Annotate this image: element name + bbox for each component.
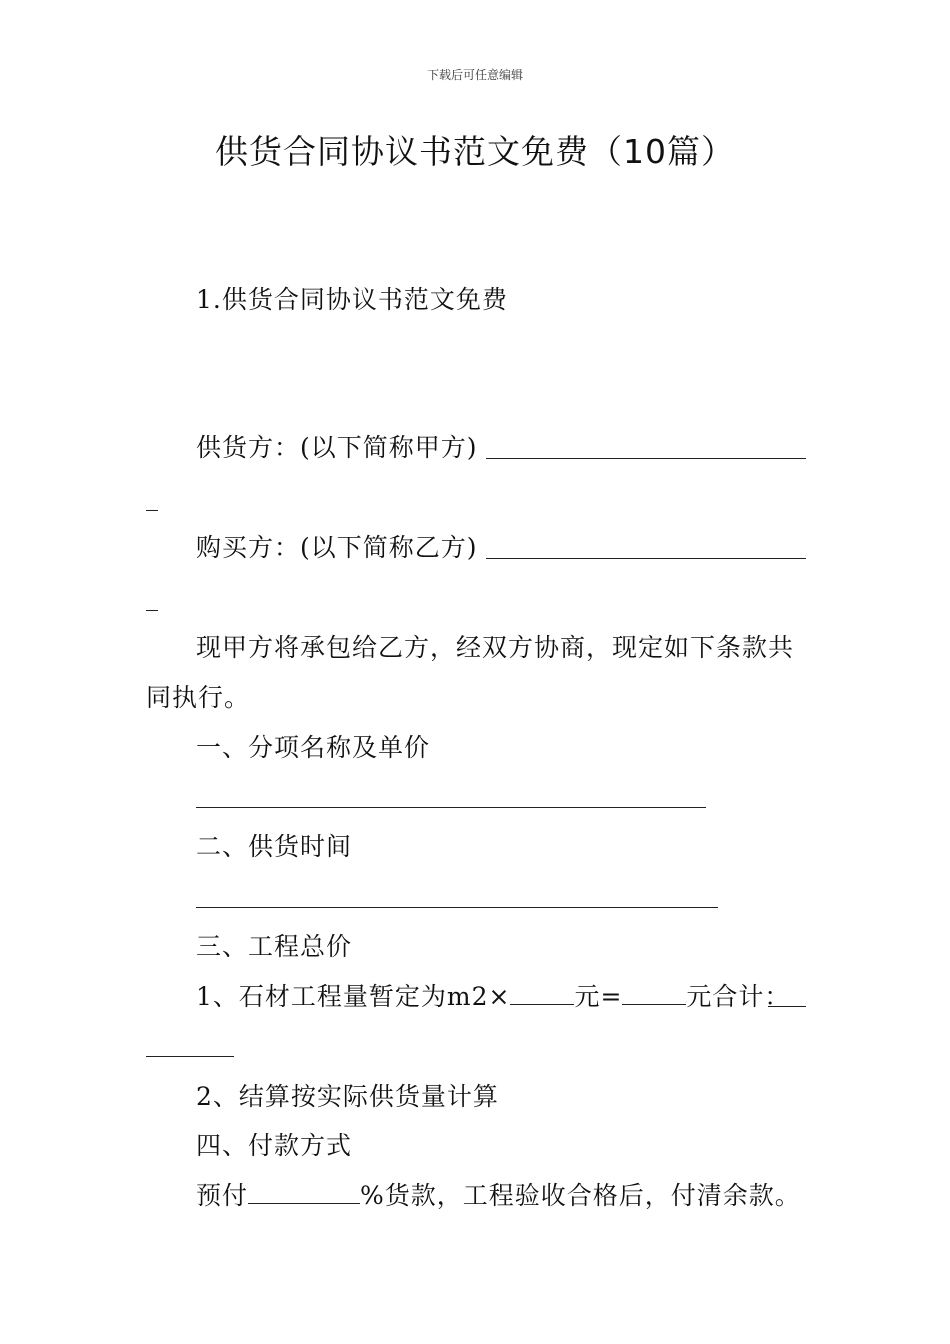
supplier-label: 供货方：(以下简称甲方) <box>196 433 478 462</box>
unit-price-blank <box>510 982 574 1005</box>
prepayment-percent-blank <box>248 1181 360 1204</box>
item3-clause1-part-b: 元= <box>574 982 623 1011</box>
buyer-blank-continuation <box>146 610 158 611</box>
header-note: 下载后可任意编辑 <box>426 68 523 82</box>
item3-heading: 三、工程总价 <box>196 932 353 961</box>
section-heading: 1.供货合同协议书范文免费 <box>196 285 508 314</box>
item3-clause2: 2、结算按实际供货量计算 <box>196 1082 499 1111</box>
payment-part-a: 预付 <box>196 1181 249 1210</box>
intro-line-2: 同执行。 <box>146 683 251 712</box>
intro-line-1: 现甲方将承包给乙方，经双方协商，现定如下条款共 <box>196 633 795 662</box>
subtotal-blank <box>622 982 686 1005</box>
item3-clause1-part-a: 1、石材工程量暂定为m2× <box>196 982 511 1011</box>
item1-blank <box>196 807 706 808</box>
item3-clause1 <box>196 982 806 1012</box>
supplier-blank-continuation <box>146 510 158 511</box>
document-title: 供货合同协议书范文免费（10篇） <box>215 132 735 171</box>
payment-line <box>196 1181 806 1211</box>
item2-heading: 二、供货时间 <box>196 832 353 861</box>
supplier-blank <box>486 458 806 459</box>
item4-heading: 四、付款方式 <box>196 1131 353 1160</box>
buyer-label: 购买方：(以下简称乙方) <box>196 533 478 562</box>
buyer-blank <box>486 558 806 559</box>
item3-clause1-part-c: 元合计： <box>686 982 791 1011</box>
item1-heading: 一、分项名称及单价 <box>196 733 431 762</box>
item2-blank <box>196 907 718 908</box>
total-blank-continuation <box>146 1056 234 1057</box>
payment-part-b: %货款，工程验收合格后，付清余款。 <box>360 1181 801 1210</box>
total-blank <box>768 1006 806 1007</box>
